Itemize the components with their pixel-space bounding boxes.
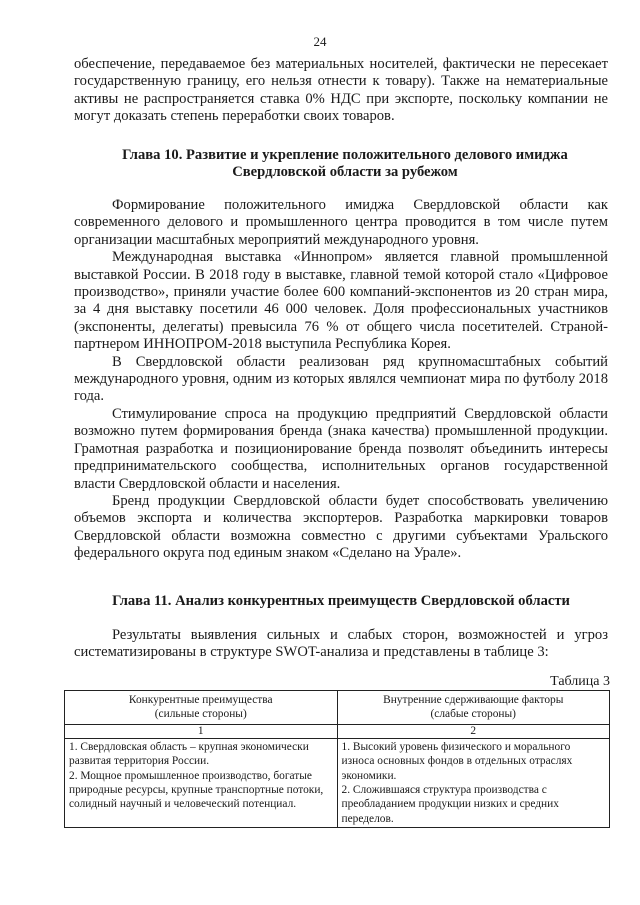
chapter-10-paragraph-2: Международная выставка «Иннопром» является главной промышленной выставкой России. В 2018 году в выставке, главной темой которой стало «Цифровое производство», приняли участие более 600 компаний-экспонентов из 20 стран мира, за 4 дня выставку посетили 46 000 человек. Доля профессиональных участников (экспоненты, делегаты) превысила 76 % от общего числа посетителей. Страной-партнером ИННОПРОМ-2018 выступила Республика Корея. [74, 249, 608, 353]
table-number-row [65, 724, 610, 738]
chapter-10-paragraph-1: Формирование положительного имиджа Свердловской области как современного делового и промышленного центра проводится в том числе путем организации масштабных мероприятий международного уровня. [74, 197, 608, 248]
table-caption: Таблица 3 [550, 674, 610, 689]
chapter-10-body [74, 197, 608, 563]
chapter-10-paragraph-3: В Свердловской области реализован ряд крупномасштабных событий международного уровня, одним из которых являлся чемпионат мира по футболу 2018 года. [74, 353, 608, 405]
page-number: 24 [313, 34, 327, 49]
header-strengths-line-1: Конкурентные преимущества [128, 694, 273, 706]
chapter-10-title: Глава 10. Развитие и укрепление положительного делового имиджа Свердловской области за рубежом [122, 147, 568, 181]
table-row [65, 738, 610, 827]
column-number-1: 1 [65, 724, 338, 738]
swot-table [64, 690, 610, 828]
header-weaknesses [337, 691, 610, 725]
chapter-11-title: Глава 11. Анализ конкурентных преимуществ Свердловской области [112, 593, 570, 609]
header-strengths [65, 691, 338, 725]
weaknesses-cell: 1. Высокий уровень физического и морального износа основных фондов в отдельных отраслях экономики. 2. Сложившаяся структура производства с преобладанием продукции низких и средних переделов. [337, 738, 610, 827]
header-strengths-line-2: (сильные стороны) [154, 708, 247, 721]
chapter-11-body [74, 627, 608, 662]
chapter-10-paragraph-4: Стимулирование спроса на продукцию предприятий Свердловской области возможно путем формирования бренда (знака качества) промышленной продукции. Грамотная разработка и позиционирование бренда позволят объединить интересы предпринимательского сообщества, исполнительных органов государственной власти Свердловской области и населения. [74, 405, 608, 492]
table-header-row [65, 691, 610, 725]
chapter-10-paragraph-5: Бренд продукции Свердловской области будет способствовать увеличению объемов экспорта и количества экспортеров. Разработка маркировки товаров Свердловской области возможна совместно с другими субъектами Уральского федерального округа под единым знаком «Сделано на Урале». [74, 492, 608, 562]
header-weaknesses-line-1: Внутренние сдерживающие факторы [383, 694, 564, 706]
chapter-11-paragraph: Результаты выявления сильных и слабых сторон, возможностей и угроз систематизированы в структуре SWOT-анализа и представлены в таблице 3: [74, 627, 608, 661]
header-weaknesses-line-2: (слабые стороны) [430, 708, 516, 721]
intro-paragraph: обеспечение, передаваемое без материальных носителей, фактически не пересекает государственную границу, его нельзя отнести к товару). Также на нематериальные активы не распространяется ставка 0% НДС при экспорте, поскольку компании не могут доказать степень переработки своих товаров. [74, 56, 608, 125]
column-number-2: 2 [337, 724, 610, 738]
strengths-cell: 1. Свердловская область – крупная экономически развитая территория России. 2. Мощное промышленное производство, богатые природные ресурсы, крупные транспортные потоки, солидный научный и человеческий потенциал. [65, 738, 338, 827]
intro-section [74, 56, 608, 126]
